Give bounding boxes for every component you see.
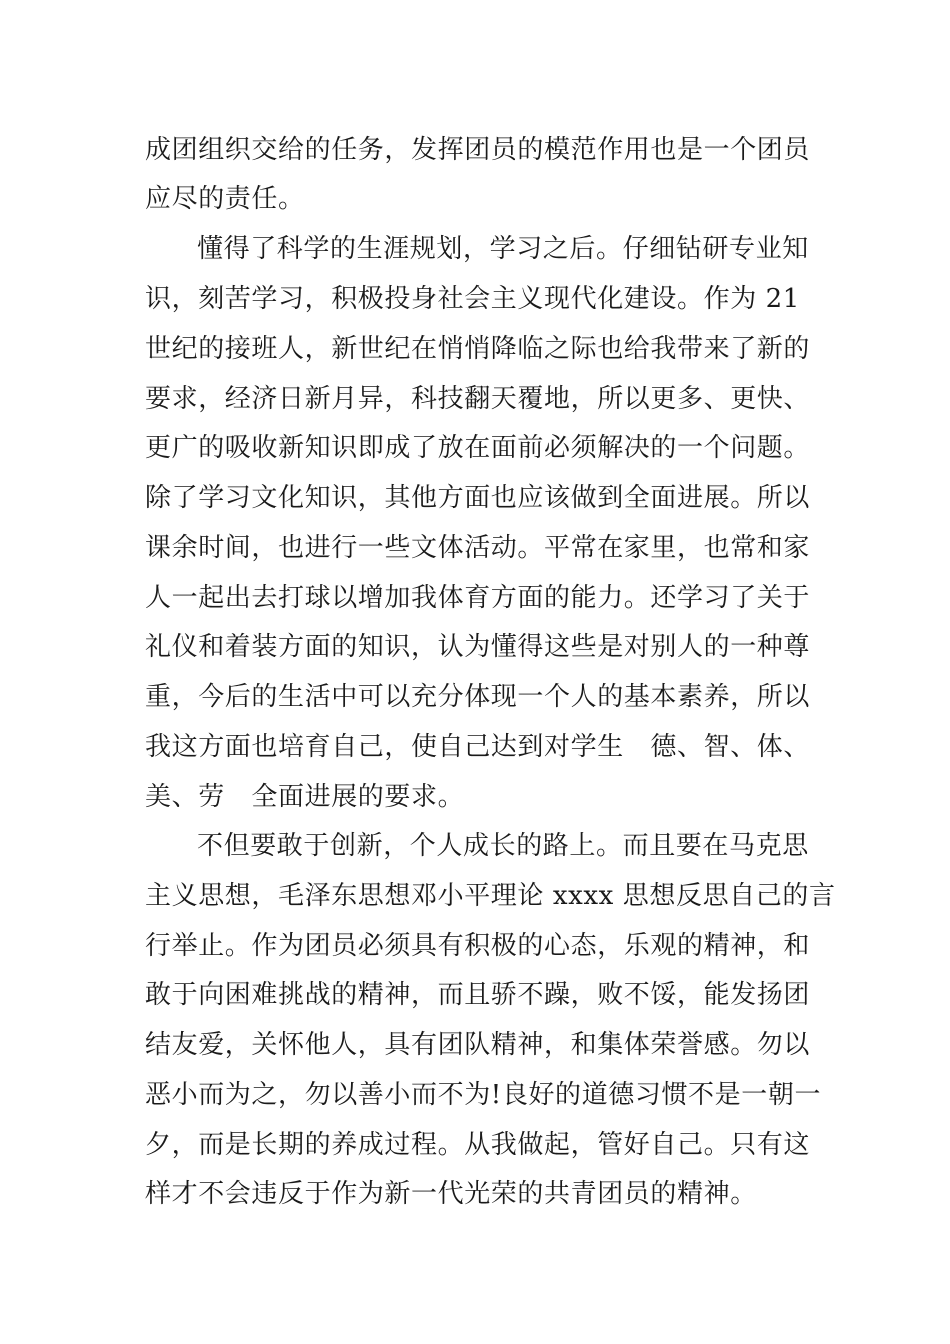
text-line: 要求，经济日新月异，科技翻天覆地，所以更多、更快、 [145, 384, 811, 414]
text-line: 敢于向困难挑战的精神，而且骄不躁，败不馁，能发扬团 [145, 980, 811, 1010]
text-line: 识，刻苦学习，积极投身社会主义现代化建设。作为 21 [145, 284, 800, 314]
text-line: 恶小而为之，勿以善小而不为!良好的道德习惯不是一朝一 [145, 1080, 822, 1110]
text-line: 礼仪和着装方面的知识，认为懂得这些是对别人的一种尊 [145, 632, 811, 662]
text-line: 人一起出去打球以增加我体育方面的能力。还学习了关于 [145, 583, 811, 613]
paragraph-start-line: 懂得了科学的生涯规划，学习之后。仔细钻研专业知 [197, 234, 809, 264]
text-line: 课余时间，也进行一些文体活动。平常在家里，也常和家 [145, 533, 811, 563]
text-line: 美、劳 全面进展的要求。 [145, 782, 465, 812]
text-line: 主义思想，毛泽东思想邓小平理论 xxxx 思想反思自己的言 [145, 881, 836, 911]
text-line: 行举止。作为团员必须具有积极的心态，乐观的精神，和 [145, 931, 811, 961]
text-line: 世纪的接班人，新世纪在悄悄降临之际也给我带来了新的 [145, 334, 811, 364]
text-line: 重，今后的生活中可以充分体现一个人的基本素养，所以 [145, 682, 811, 712]
text-line: 夕，而是长期的养成过程。从我做起，管好自己。只有这 [145, 1130, 811, 1160]
text-line: 成团组织交给的任务，发挥团员的模范作用也是一个团员 [145, 135, 811, 165]
text-line: 我这方面也培育自己，使自己达到对学生 德、智、体、 [145, 732, 810, 762]
text-line: 应尽的责任。 [145, 184, 305, 214]
text-line: 样才不会违反于作为新一代光荣的共青团员的精神。 [145, 1179, 757, 1209]
text-line: 结友爱，关怀他人，具有团队精神，和集体荣誉感。勿以 [145, 1030, 811, 1060]
text-line: 更广的吸收新知识即成了放在面前必须解决的一个问题。 [145, 433, 811, 463]
text-line: 除了学习文化知识，其他方面也应该做到全面进展。所以 [145, 483, 811, 513]
paragraph-start-line: 不但要敢于创新，个人成长的路上。而且要在马克思 [197, 831, 809, 861]
